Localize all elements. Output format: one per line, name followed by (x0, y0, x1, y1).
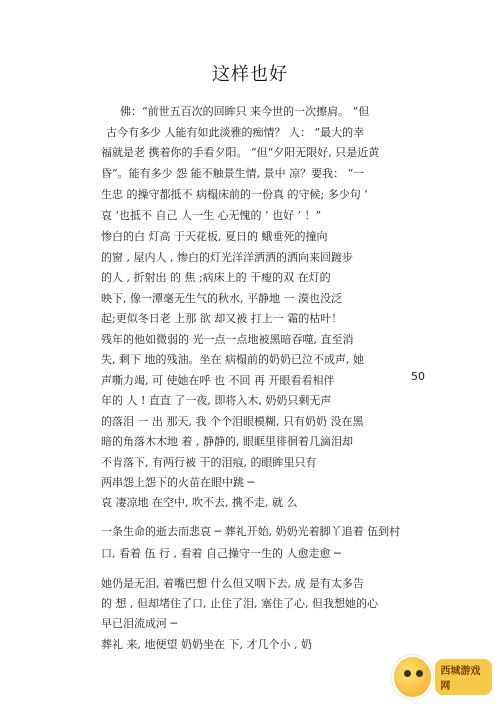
text-line: 佛：“前世五百次的回眸只 来今世的一次擦肩。 ”但 (120, 105, 370, 118)
text-line: 早已泪流成河 ─ (101, 617, 178, 630)
text-line: 福就是老 携着你的手看夕阳。 ”但“夕阳无限好, 只是近黄 (101, 146, 380, 159)
text-line: 失, 剩下 地的残油。坐在 病榻前的奶奶已泣不成声, 她 (101, 353, 364, 366)
mascot-logo-icon (392, 655, 433, 699)
text-line: 葬礼 来, 地便望 奶奶坐在 下, 才几个小 , 奶 (101, 638, 312, 651)
text-line: 起;更似冬日老 上那 欲 却又被 打上一 霜的枯叶！ (101, 312, 343, 325)
text-line: 暗的角落木木地 着 , 静静的, 眼眶里徘徊着几滴泪却 (101, 435, 353, 448)
text-line: 昏”。能有多少 怨 能不触景生情, 景中 凉？要我： “一 (101, 167, 365, 180)
page-number: 50 (411, 370, 425, 383)
text-line: 的落泪 一 出 那天, 我 个个泪眼模糊, 只有奶奶 没在黑 (101, 415, 364, 428)
text-line: 的 想 , 但却堵住了口, 止住了泪, 塞住了心, 但我想她的心 (101, 597, 378, 610)
document-title: 这样也好 (212, 64, 288, 85)
text-line: 惨白的白 灯高 于天花板, 夏日的 蛾垂死的撞向 (101, 230, 328, 243)
text-line: 残年的他如微弱的 光一点一点地被黑暗吞噬, 直至消 (101, 333, 354, 346)
text-line: 她仍是无泪, 着嘴巴想 什么但又咽下去, 成 是有太多告 (101, 577, 364, 590)
text-line: 哀 凄凉地 在空中, 吹不去, 携不走, 就 么 (101, 496, 298, 509)
text-line: 生忠 的操守都抵不 病榻床前的一份真 的守候; 多少句 ‘ (101, 188, 368, 201)
text-line: 两串怨上怨下的火苗在眼中跳 ─ (101, 476, 255, 489)
text-line: 年的 人 ! 直直 了一夜, 即将入木, 奶奶只剩无声 (101, 394, 332, 407)
text-line: 哀 ‘也抵不 自己 人一生 心无愧的 ’ 也好 ’ ！” (101, 209, 322, 222)
text-line: 古今有多少 人能有如此淡雅的痴情？ 人： “最大的幸 (106, 126, 365, 139)
text-line: 映下, 像一潭毫无生气的秋水, 平静地 一 漠也没泛 (101, 292, 342, 305)
watermark (392, 655, 492, 699)
text-line: 的窗 , 屋内人 , 惨白的灯光洋洋洒洒的洒向来回踱步 (101, 251, 353, 264)
text-line: 声嘶力竭, 可 使她在呼 也 不回 再 开眼看看相伴 (101, 374, 335, 387)
text-line: 不肯落下, 有两行被 干的泪痕, 的眼眸里只有 (101, 456, 317, 469)
text-line: 的人 , 折射出 的 焦 ;病床上的 干瘦的双 在灯的 (101, 271, 331, 284)
text-line: 一条生命的逝去而悲哀 ─ 葬礼开始, 奶奶光着脚丫追着 伍到村 (101, 525, 401, 538)
watermark-text: 西城游戏网 (435, 659, 492, 695)
text-line: 口, 看着 伍 行 , 看着 自己操守一生的 人愈走愈 ─ (101, 547, 341, 560)
